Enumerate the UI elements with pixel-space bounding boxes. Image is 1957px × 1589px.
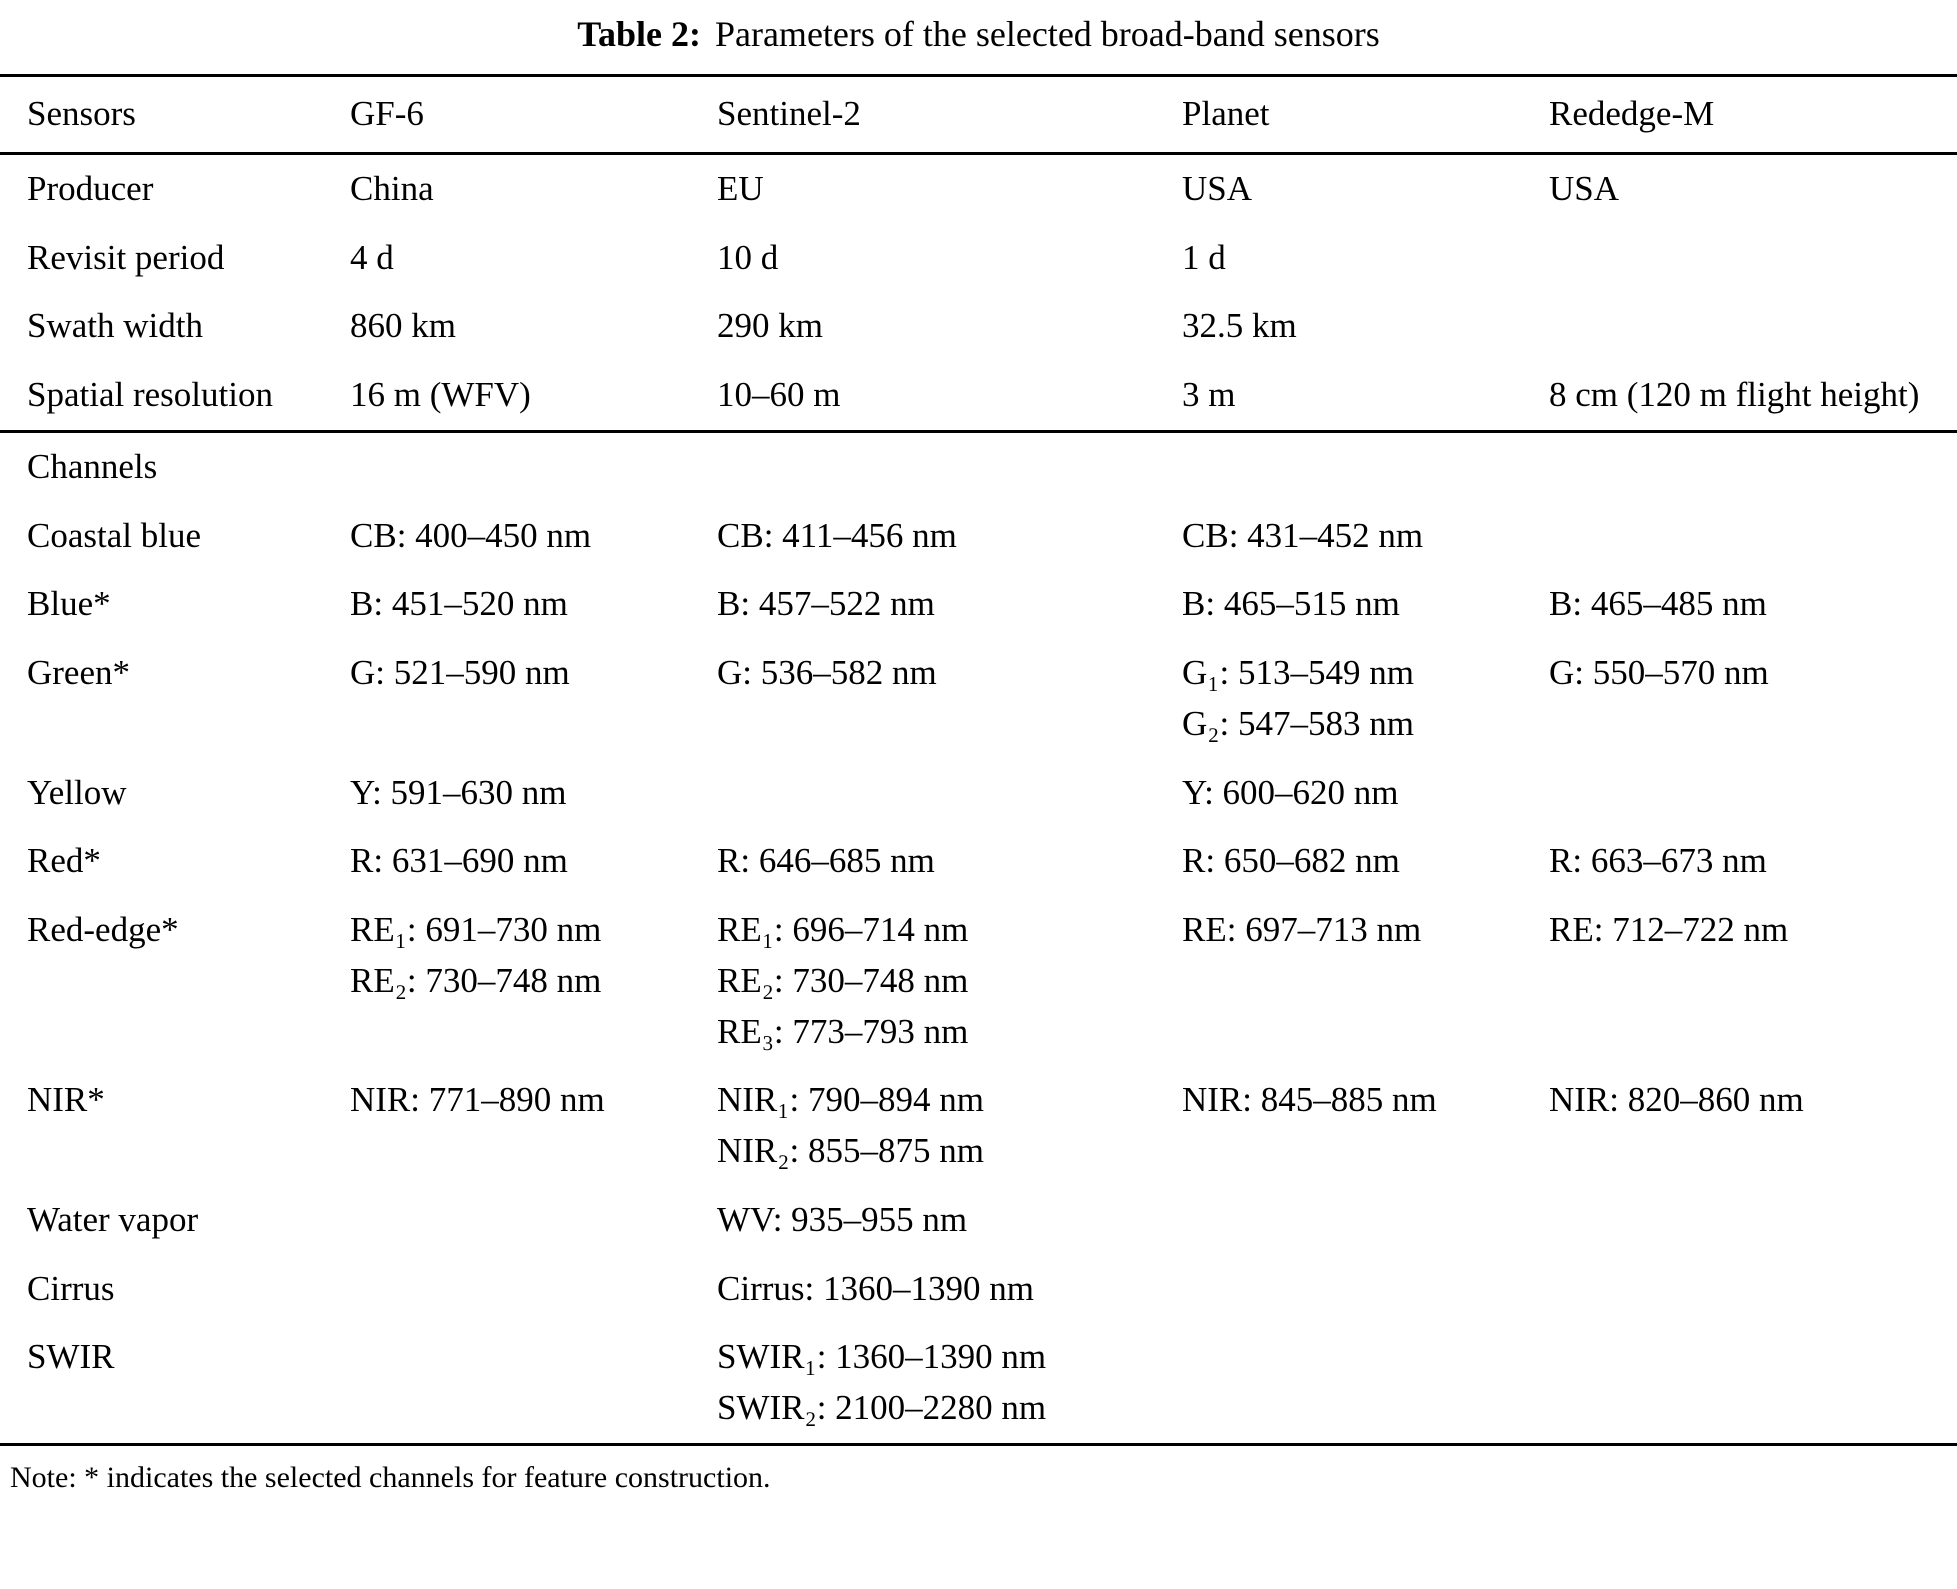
sensor-parameters-table: [0, 74, 1957, 1446]
channels-section-row: [0, 431, 1957, 501]
table-cell: [350, 1186, 717, 1255]
row-label: Blue*: [27, 584, 111, 624]
table-cell: China: [350, 168, 434, 208]
row-label: Producer: [27, 168, 154, 208]
table-row-swir: [0, 1323, 1957, 1444]
table-cell: [1182, 759, 1549, 828]
row-label: SWIR: [27, 1337, 115, 1377]
channel-value: CB: 400–450 nm: [350, 515, 592, 555]
channel-value: G: 550–570 nm: [1549, 653, 1769, 693]
channel-value: RE: 697–713 nm: [1182, 910, 1422, 950]
table-row-producer: [0, 153, 1957, 223]
table-footnote: Note: * indicates the selected channels for feature construction.: [10, 1460, 771, 1494]
column-header-planet: Planet: [1182, 94, 1270, 134]
table-caption-text: Parameters of the selected broad-band sensors: [714, 14, 1380, 54]
channel-value: B: 457–522 nm: [717, 584, 935, 624]
table-cell: [350, 759, 717, 828]
table-cell: [717, 759, 1182, 828]
table-cell: 1 d: [1182, 237, 1226, 277]
table-cell: USA: [1549, 168, 1620, 208]
channel-value: RE₁: 696–714 nm: [717, 910, 969, 950]
table-cell: [1549, 570, 1957, 639]
channel-value: SWIR₁: 1360–1390 nm: [717, 1337, 1047, 1377]
channel-value: RE₁: 691–730 nm: [350, 910, 602, 950]
row-label: Cirrus: [27, 1268, 115, 1308]
channel-value: R: 631–690 nm: [350, 841, 568, 881]
table-cell: [350, 570, 717, 639]
row-label: Revisit period: [27, 237, 225, 277]
table-cell: [1549, 224, 1957, 293]
table-row-spatial-resolution: [0, 361, 1957, 431]
table-row-water-vapor: [0, 1186, 1957, 1255]
channel-value: G: 521–590 nm: [350, 653, 570, 693]
table-cell: [1549, 1323, 1957, 1444]
table-cell: [1182, 502, 1549, 571]
row-label: Yellow: [27, 772, 127, 812]
table-caption-number: Table 2:: [577, 14, 701, 54]
table-cell: [717, 502, 1182, 571]
table-cell: [717, 570, 1182, 639]
row-label: Spatial resolution: [27, 375, 273, 415]
row-label: Red-edge*: [27, 910, 179, 950]
table-cell: [717, 639, 1182, 759]
channel-value: Y: 591–630 nm: [350, 772, 567, 812]
table-cell: 16 m (WFV): [350, 375, 531, 415]
column-header-sensors: Sensors: [27, 94, 136, 134]
table-cell: [1549, 759, 1957, 828]
channel-value: NIR₂: 855–875 nm: [717, 1131, 984, 1171]
table-cell: [1182, 1255, 1549, 1324]
table-cell: [1182, 639, 1549, 759]
channel-value: SWIR₂: 2100–2280 nm: [717, 1388, 1047, 1428]
channel-value: RE₂: 730–748 nm: [350, 960, 602, 1000]
table-cell: [717, 1255, 1182, 1324]
channel-value: R: 663–673 nm: [1549, 841, 1767, 881]
channel-value: RE: 712–722 nm: [1549, 910, 1789, 950]
channel-value: R: 646–685 nm: [717, 841, 935, 881]
table-cell: 290 km: [717, 306, 823, 346]
table-row-swath-width: [0, 292, 1957, 361]
table-cell: [350, 1255, 717, 1324]
table-cell: [1549, 502, 1957, 571]
table-cell: [1549, 639, 1957, 759]
table-cell: [350, 1066, 717, 1186]
channel-value: RE₂: 730–748 nm: [717, 960, 969, 1000]
channel-value: B: 451–520 nm: [350, 584, 568, 624]
table-row-red-edge: [0, 896, 1957, 1066]
table-cell: [350, 896, 717, 1066]
table-cell: [350, 502, 717, 571]
channel-value: Cirrus: 1360–1390 nm: [717, 1268, 1034, 1308]
table-header-row: [0, 76, 1957, 154]
table-cell: [1549, 1066, 1957, 1186]
channel-value: Y: 600–620 nm: [1182, 772, 1399, 812]
table-cell: 10–60 m: [717, 375, 841, 415]
channel-value: G: 536–582 nm: [717, 653, 937, 693]
table-cell: [717, 1066, 1182, 1186]
row-label: Swath width: [27, 306, 203, 346]
channel-value: NIR: 771–890 nm: [350, 1080, 605, 1120]
channel-value: NIR: 820–860 nm: [1549, 1080, 1804, 1120]
table-row-cirrus: [0, 1255, 1957, 1324]
channel-value: NIR: 845–885 nm: [1182, 1080, 1437, 1120]
table-row-green: [0, 639, 1957, 759]
row-label: NIR*: [27, 1080, 105, 1120]
table-cell: 3 m: [1182, 375, 1236, 415]
table-cell: 8 cm (120 m flight height): [1549, 375, 1920, 415]
table-caption: [0, 0, 1957, 74]
table-cell: [350, 639, 717, 759]
table-cell: [717, 1323, 1182, 1444]
table-cell: 32.5 km: [1182, 306, 1297, 346]
table-row-yellow: [0, 759, 1957, 828]
table-cell: [717, 827, 1182, 896]
table-cell: USA: [1182, 168, 1253, 208]
table-cell: 4 d: [350, 237, 394, 277]
table-cell: [1182, 1066, 1549, 1186]
table-row-nir: [0, 1066, 1957, 1186]
table-cell: [1182, 827, 1549, 896]
table-row-red: [0, 827, 1957, 896]
table-cell: [1549, 1255, 1957, 1324]
table-cell: [350, 1323, 717, 1444]
channel-value: CB: 411–456 nm: [717, 515, 957, 555]
channel-value: G₂: 547–583 nm: [1182, 703, 1414, 743]
channels-section-label: Channels: [27, 446, 158, 486]
table-cell: [1182, 1186, 1549, 1255]
row-label: Red*: [27, 841, 101, 881]
table-cell: [1549, 827, 1957, 896]
table-cell: [1182, 896, 1549, 1066]
table-cell: [1549, 292, 1957, 361]
table-cell: 10 d: [717, 237, 779, 277]
table-row-revisit-period: [0, 224, 1957, 293]
channel-value: RE₃: 773–793 nm: [717, 1011, 969, 1051]
channel-value: B: 465–515 nm: [1182, 584, 1400, 624]
column-header-gf6: GF-6: [350, 94, 424, 134]
table-cell: [1182, 1323, 1549, 1444]
channel-value: B: 465–485 nm: [1549, 584, 1767, 624]
table-cell: EU: [717, 168, 764, 208]
channel-value: CB: 431–452 nm: [1182, 515, 1424, 555]
table-cell: [717, 896, 1182, 1066]
column-header-rededge-m: Rededge-M: [1549, 94, 1715, 134]
channel-value: G₁: 513–549 nm: [1182, 653, 1414, 693]
column-header-sentinel2: Sentinel-2: [717, 94, 861, 134]
channel-value: R: 650–682 nm: [1182, 841, 1400, 881]
table-row-blue: [0, 570, 1957, 639]
table-cell: 860 km: [350, 306, 456, 346]
row-label: Coastal blue: [27, 515, 201, 555]
channel-value: WV: 935–955 nm: [717, 1199, 968, 1239]
table-cell: [717, 1186, 1182, 1255]
row-label: Water vapor: [27, 1199, 199, 1239]
table-cell: [1549, 896, 1957, 1066]
table-cell: [1182, 570, 1549, 639]
table-cell: [1549, 1186, 1957, 1255]
table-cell: [350, 827, 717, 896]
row-label: Green*: [27, 653, 131, 693]
channel-value: NIR₁: 790–894 nm: [717, 1080, 984, 1120]
table-row-coastal-blue: [0, 502, 1957, 571]
